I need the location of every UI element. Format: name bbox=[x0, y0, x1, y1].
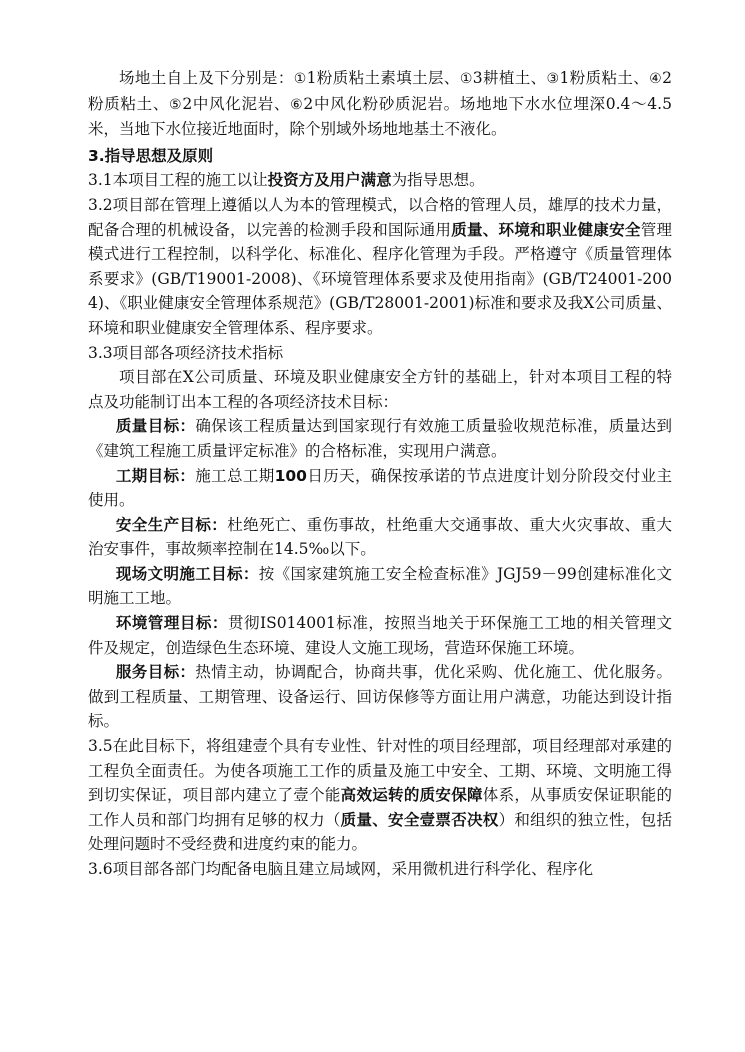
p32-text: 3.2项目部在管理上遵循以人为本的管理模式，以合格的管理人员，雄厚的技术力量，配备合理的机械设备，以完善的检测手段和国际通用 bbox=[88, 195, 672, 239]
p35-text: 体系，从事质安保证职能的工作人员和部门均拥有足够的权力（ bbox=[88, 786, 672, 829]
soil-layer-marker: ① bbox=[459, 71, 473, 87]
soil-layer-marker: ④ bbox=[649, 71, 663, 87]
soil-text: 1粉质粘土素填土层、 bbox=[306, 69, 460, 87]
environment-target bbox=[88, 611, 672, 660]
civil-target-label: 现场文明施工目标： bbox=[115, 564, 259, 583]
indicators-subheading: 3.3项目部各项经济技术指标 bbox=[88, 343, 284, 362]
soil-text: 2中风化泥岩、 bbox=[182, 94, 291, 113]
soil-layer-marker: ③ bbox=[546, 71, 560, 87]
soil-layer-marker: ⑥ bbox=[290, 96, 304, 113]
schedule-target-text: 日历天，确保按承诺的节点进度计划分阶段交付业主使用。 bbox=[88, 466, 672, 510]
soil-layer-marker: ⑤ bbox=[169, 96, 183, 113]
network-paragraph: 3.6项目部各部门均配备电脑且建立局域网，采用微机进行科学化、程序化 bbox=[88, 860, 594, 878]
soil-paragraph bbox=[88, 66, 672, 142]
p31-emphasis: 投资方及用户满意 bbox=[267, 171, 392, 190]
p35-emphasis: 质量、安全壹票否决权 bbox=[340, 810, 499, 829]
soil-text: 2粉质粘土、 bbox=[88, 69, 672, 113]
indicators-intro: 项目部在X公司质量、环境及职业健康安全方针的基础上，针对本项目工程的特点及功能制订出本工程的各项经济技术目标： bbox=[88, 368, 672, 411]
service-target bbox=[88, 660, 672, 734]
document-page bbox=[88, 66, 672, 882]
civil-construction-target bbox=[88, 562, 672, 611]
p32-emphasis: 质量、环境和职业健康安全 bbox=[451, 220, 641, 239]
soil-text: 2中风化粉砂质泥岩。场地地下水水位埋深0.4～4.5米，当地下水位接近地面时，除个别域外场地地基土不液化。 bbox=[88, 94, 672, 139]
p31-text: 为指导思想。 bbox=[391, 171, 485, 190]
p35-text: 3.5在此目标下，将组建壹个具有专业性、针对性的项目经理部，项目经理部对承建的工程负全面责任。为使各项施工工作的质量及施工中安全、工期、环境、文明施工得到切实保证，项目部内建立了壹个能 bbox=[88, 737, 672, 805]
schedule-target-label: 工期目标： bbox=[115, 466, 196, 485]
environment-target-label: 环境管理目标： bbox=[115, 614, 228, 633]
safety-target bbox=[88, 513, 672, 562]
management-paragraph bbox=[88, 193, 672, 341]
quality-target-text: 确保该工程质量达到国家现行有效施工质量验收规范标准，质量达到《建筑工程施工质量评定标准》的合格标准，实现用户满意。 bbox=[88, 417, 672, 460]
soil-layer-marker: ① bbox=[293, 71, 307, 87]
soil-text: 场地土自上及下分别是： bbox=[119, 69, 294, 87]
p31-text: 3.1本项目工程的施工以让 bbox=[88, 171, 268, 190]
schedule-days: 100 bbox=[274, 466, 307, 485]
guiding-thought-paragraph bbox=[88, 168, 672, 193]
soil-text: 3耕植土、 bbox=[472, 69, 547, 87]
safety-target-text: 杜绝死亡、重伤事故，杜绝重大交通事故、重大火灾事故、重大治安事件，事故频率控制在14.5‰以下。 bbox=[88, 515, 672, 559]
p35-emphasis: 高效运转的质安保障 bbox=[340, 786, 483, 805]
service-target-label: 服务目标： bbox=[115, 663, 196, 682]
section-heading: 3.指导思想及原则 bbox=[88, 146, 214, 165]
project-department-paragraph bbox=[88, 734, 672, 857]
soil-text: 1粉质粘土、 bbox=[559, 69, 650, 87]
p35-text: ）和组织的独立性，包括处理问题时不受经费和进度约束的能力。 bbox=[88, 810, 672, 854]
quality-target bbox=[88, 414, 672, 463]
quality-target-label: 质量目标： bbox=[115, 417, 196, 436]
service-target-text: 热情主动，协调配合，协商共事，优化采购、优化施工、优化服务。做到工程质量、工期管理、设备运行、回访保修等方面让用户满意，功能达到设计指标。 bbox=[88, 663, 672, 731]
schedule-target-text: 施工总工期 bbox=[195, 466, 275, 485]
civil-target-text: 按《国家建筑施工安全检查标准》JGJ59－99创建标准化文明施工工地。 bbox=[88, 564, 672, 608]
safety-target-label: 安全生产目标： bbox=[115, 515, 228, 534]
schedule-target bbox=[88, 464, 672, 513]
environment-target-text: 贯彻IS014001标准，按照当地关于环保施工工地的相关管理文件及规定，创造绿色生态环境、建设人文施工现场，营造环保施工环境。 bbox=[88, 614, 672, 657]
p32-text: 管理模式进行工程控制，以科学化、标准化、程序化管理为手段。严格遵守《质量管理体系要求》(GB/T19001-2008)、《环境管理体系要求及使用指南》(GB/T24001-2004)、《职业健康安全管理体系规范》(GB/T28001-2001)标准和要求及我X公司质量、环境和职业健康安全管理体系、程序要求。 bbox=[88, 220, 672, 337]
